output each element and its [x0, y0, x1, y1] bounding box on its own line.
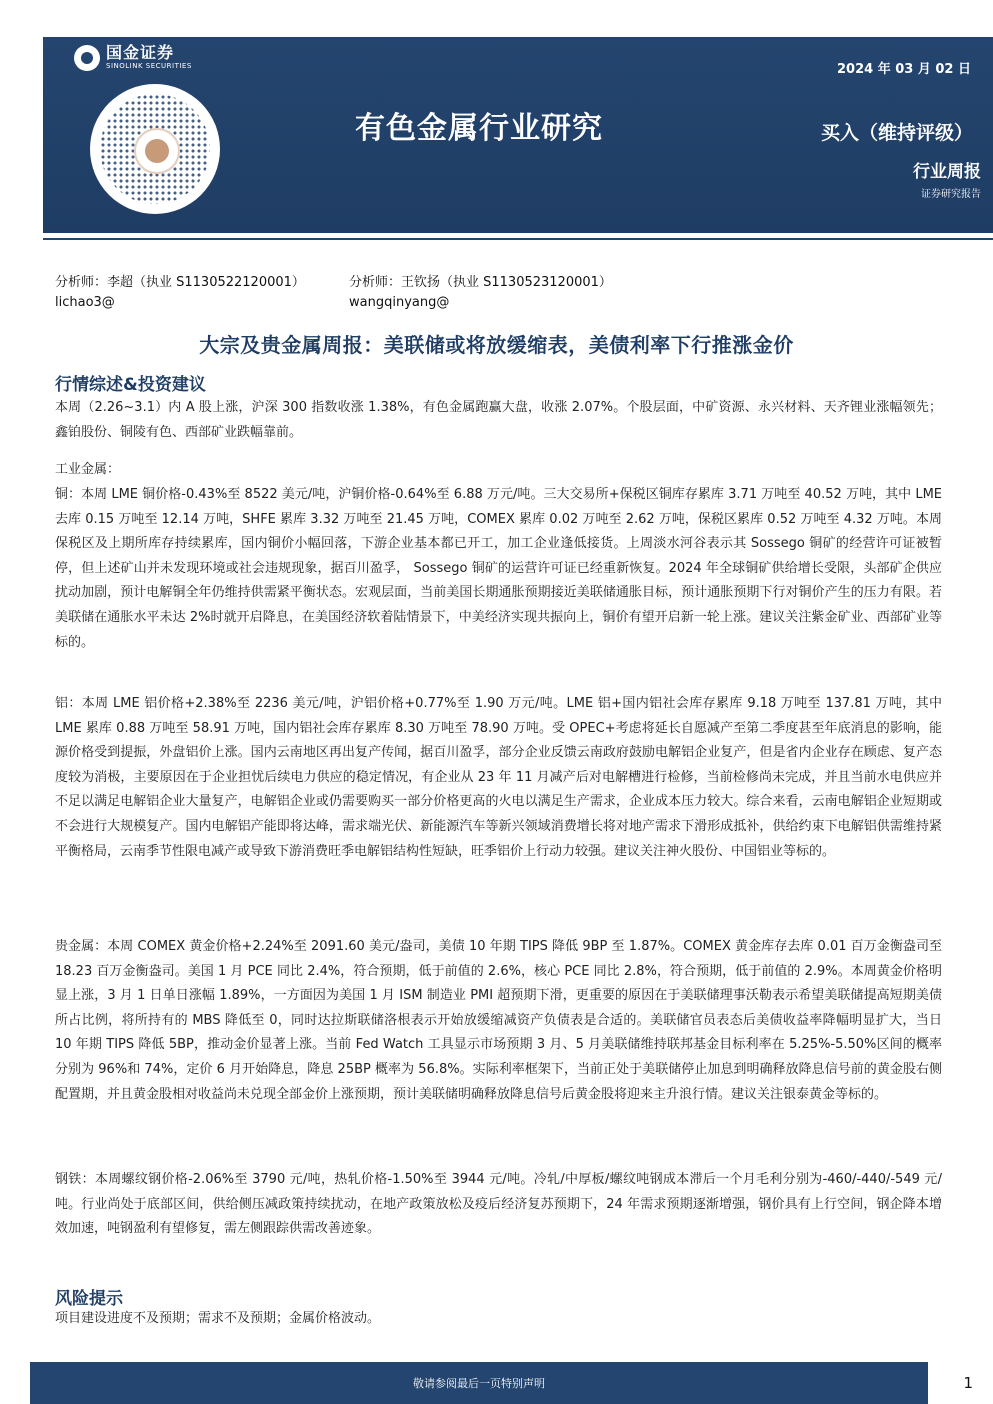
aluminum-paragraph: [55, 692, 942, 864]
qr-code-icon: [90, 84, 220, 214]
report-type: 行业周报: [913, 162, 981, 182]
overview-paragraph: [55, 396, 942, 445]
copper-paragraph: [55, 483, 942, 655]
rating-label: 买入（维持评级）: [820, 122, 973, 144]
report-title: 有色金属行业研究: [355, 111, 603, 146]
analyst-2: [349, 273, 612, 313]
precious-metals-text: 贵金属：本周 COMEX 黄金价格+2.24%至 2091.60 美元/盎司，美债 10 年期 TIPS 降低 9BP 至 1.87%。COMEX 黄金库存去库 0.01 百万金衡盎司至 18.23 百万金衡盎司。美国 1 月 PCE 同比 2.4%，符合预期，低于前值的 2.6%，核心 PCE 同比 2.8%，符合预期，低于前值的 2.9%。本周黄金价格明显上涨，3 月 1 日单日涨幅 1.89%，一方面因为美国 1 月 ISM 制造业 PMI 超预期下滑，更重要的原因在于美联储理事沃勒表示希望美联储提高短期美债所占比例，将所持有的 MBS 降低至 0，同时达拉斯联储洛根表示开始放缓缩减资产负债表是合适的。美联储官员表态后美债收益率降幅明显扩大，当日 10 年期 TIPS 降低 5BP，推动金价显著上涨。当前 Fed Watch 工具显示市场预期 3 月、5 月美联储维持联邦基金目标利率在 5.25%-5.50%区间的概率分别为 96%和 74%，定价 6 月开始降息，降息 25BP 概率为 56.8%。实际利率框架下，当前正处于美联储停止加息到明确释放降息信号前的黄金股右侧配置期，并且黄金股相对收益尚未兑现全部金价上涨预期，预计美联储明确释放降息信号后黄金股将迎来主升浪行情。建议关注银泰黄金等标的。: [55, 939, 942, 1102]
overview-heading: 行情综述&投资建议: [55, 375, 206, 395]
analyst-2-email: wangqinyang@: [349, 295, 450, 310]
precious-metals-paragraph: [55, 935, 942, 1107]
company-logo: [74, 44, 192, 71]
page-number: 1: [963, 1374, 973, 1392]
copper-text: 铜：本周 LME 铜价格-0.43%至 8522 美元/吨，沪铜价格-0.64%至 6.88 万元/吨。三大交易所+保税区铜库存累库 3.71 万吨至 40.52 万吨，其中 LME 去库 0.15 万吨至 12.14 万吨，SHFE 累库 3.32 万吨至 21.45 万吨，COMEX 累库 0.02 万吨至 2.62 万吨，保税区累库 0.52 万吨至 4.32 万吨。本周保税区及上期所库存持续累库，国内铜价小幅回落，下游企业基本都已开工，加工企业逢低接货。上周淡水河谷表示其 Sossego 铜矿的经营许可证被暂停，但上述矿山并未发现环境或社会违规现象，据百川盈孚， Sossego 铜矿的运营许可证已经重新恢复。2024 年全球铜矿供给增长受限，头部矿企供应扰动加剧，预计电解铜全年仍维持供需紧平衡状态。宏观层面，当前美国长期通胀预期接近美联储通胀目标，预计通胀预期下行对铜价产生的压力有限。若美联储在通胀水平未达 2%时就开启降息，在美国经济软着陆情景下，中美经济实现共振向上，铜价有望开启新一轮上涨。建议关注紫金矿业、西部矿业等标的。: [55, 487, 942, 650]
analyst-1: [55, 273, 305, 313]
report-headline: 大宗及贵金属周报：美联储或将放缓缩表，美债利率下行推涨金价: [199, 333, 794, 357]
risk-paragraph: [55, 1307, 942, 1332]
steel-paragraph: [55, 1168, 942, 1242]
industrial-label-text: 工业金属：: [55, 462, 121, 477]
analyst-2-label: 分析师：王钦扬（执业 S1130523120001）: [349, 275, 612, 290]
risk-text: 项目建设进度不及预期；需求不及预期；金属价格波动。: [55, 1311, 381, 1326]
overview-text: 本周（2.26~3.1）内 A 股上涨，沪深 300 指数收涨 1.38%，有色金属跑赢大盘，收涨 2.07%。个股层面，中矿资源、永兴材料、天齐锂业涨幅领先；鑫铂股份、铜陵有色、西部矿业跌幅靠前。: [55, 400, 942, 440]
logo-en-text: SINOLINK SECURITIES: [106, 62, 192, 70]
analyst-1-email: lichao3@: [55, 295, 115, 310]
footer-disclaimer: 敬请参阅最后一页特别声明: [413, 1377, 545, 1390]
report-date: 2024 年 03 月 02 日: [837, 62, 971, 77]
steel-text: 钢铁：本周螺纹钢价格-2.06%至 3790 元/吨，热轧价格-1.50%至 3944 元/吨。冷轧/中厚板/螺纹吨钢成本滞后一个月毛利分别为-460/-440/-549 元/吨。行业尚处于底部区间，供给侧压减政策持续扰动，在地产政策放松及疫后经济复苏预期下，24 年需求预期逐渐增强，钢价具有上行空间，钢企降本增效加速，吨钢盈利有望修复，需左侧跟踪供需改善迹象。: [55, 1172, 942, 1237]
analyst-1-label: 分析师：李超（执业 S1130522120001）: [55, 275, 305, 290]
report-class: 证券研究报告: [921, 189, 981, 200]
header-divider: [43, 238, 993, 240]
logo-cn-text: 国金证券: [106, 43, 175, 62]
footer: [30, 1362, 993, 1404]
risk-heading: 风险提示: [55, 1289, 123, 1309]
logo-icon: [74, 45, 100, 71]
industrial-label: [55, 458, 942, 483]
aluminum-text: 铝：本周 LME 铝价格+2.38%至 2236 美元/吨，沪铝价格+0.77%至 1.90 万元/吨。LME 铝+国内铝社会库存累库 9.18 万吨至 137.81 万吨，其中 LME 累库 0.88 万吨至 58.91 万吨，国内铝社会库存累库 8.30 万吨至 78.90 万吨。受 OPEC+考虑将延长自愿减产至第二季度甚至年底消息的影响，能源价格受到提振，外盘铝价上涨。国内云南地区再出复产传闻，据百川盈孚，部分企业反馈云南政府鼓励电解铝企业复产，但是省内企业存在顾虑、复产态度较为消极，主要原因在于企业担忧后续电力供应的稳定情况，有企业从 23 年 11 月减产后对电解槽进行检修，当前检修尚未完成，并且当前水电供应并不足以满足电解铝企业大量复产，电解铝企业或仍需要购买一部分价格更高的火电以满足生产需求，企业成本压力较大。综合来看，云南电解铝企业短期或不会进行大规模复产。国内电解铝产能即将达峰，需求端光伏、新能源汽车等新兴领域消费增长将对地产需求下滑形成抵补，供给约束下电解铝供需维持紧平衡格局，云南季节性限电减产或导致下游消费旺季电解铝结构性短缺，旺季铝价上行动力较强。建议关注神火股份、中国铝业等标的。: [55, 696, 942, 859]
